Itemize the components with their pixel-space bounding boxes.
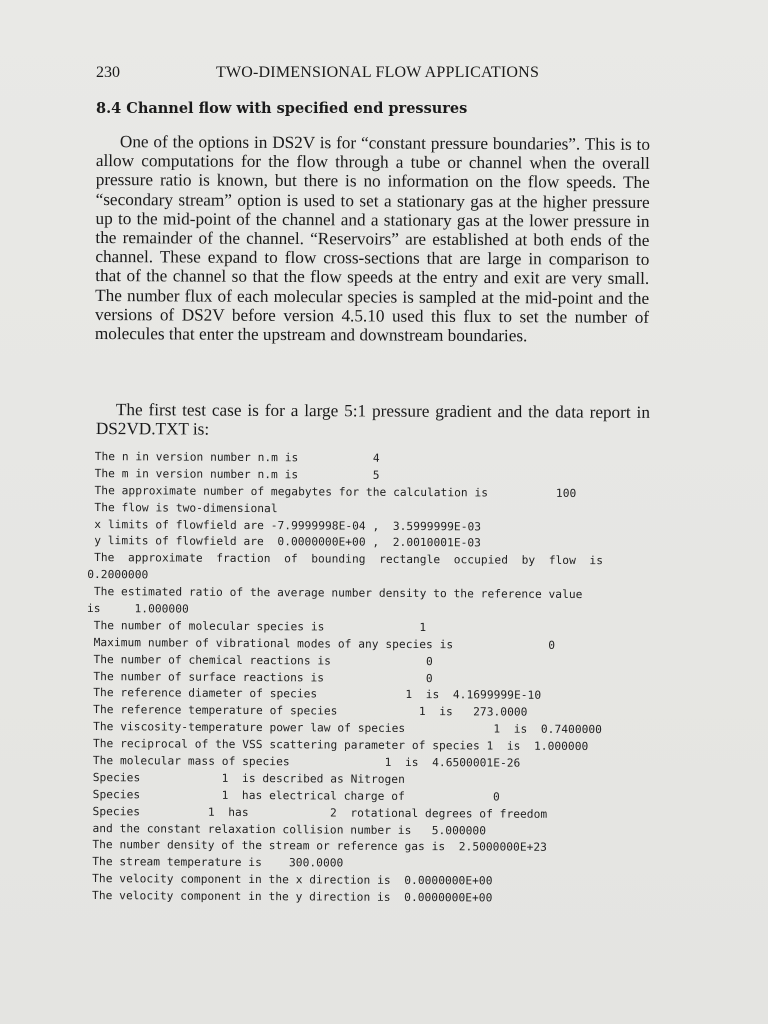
data-report-listing [85,449,648,908]
report-line: The n in version number n.m is 4 [87,449,380,465]
report-line: The viscosity-temperature power law of species 1 is 0.7400000 [86,720,603,737]
report-line: Species 1 has 2 rotational degrees of freedom [85,804,548,821]
page-header [96,64,656,88]
report-line: The number of surface reactions is 0 [86,669,433,685]
paragraph-text: One of the options in DS2V is for “constant pressure boundaries”. This is to allow computations for the flow through a tube or channel when the overall pressure ratio is known, but there is no information on the flow speeds. The “secondary stream” option is used to set a stationary gas at the higher pressure up to the mid-point of the channel and a stationary gas at the lower pressure in the remainder of the channel. “Reservoirs” are established at both ends of the channel. These expand to flow cross-sections that are large in comparison to that of the channel so that the flow speeds at the entry and exit are very small. The number flux of each molecular species is sampled at the mid-point and the versions of DS2V before version 4.5.10 used this flux to set the number of molecules that enter the upstream and downstream boundaries. [94,132,650,346]
report-line: The molecular mass of species 1 is 4.6500001E-26 [86,754,521,770]
report-line: The reference temperature of species 1 is 273.0000 [86,703,528,720]
report-line: The flow is two-dimensional [87,500,278,515]
report-line: The number density of the stream or reference gas is 2.5000000E+23 [85,838,548,855]
running-title: TWO-DIMENSIONAL FLOW APPLICATIONS [216,64,540,81]
report-line: The approximate number of megabytes for the calculation is 100 [87,483,577,500]
report-line: The stream temperature is 300.0000 [85,855,344,870]
report-line: y limits of flowfield are 0.0000000E+00 , 2.0010001E-03 [87,534,482,550]
report-line: The estimated ratio of the average number density to the reference value [87,585,583,602]
report-line: Species 1 has electrical charge of 0 [85,787,500,804]
report-line: The approximate fraction of bounding rectangle occupied by flow is [87,551,604,568]
report-line: is 1.000000 [86,602,189,616]
report-line: x limits of flowfield are -7.9999998E-04 , 3.5999999E-03 [87,517,482,533]
report-line: 0.2000000 [87,568,149,582]
page-number: 230 [96,64,120,81]
report-line: Maximum number of vibrational modes of any species is 0 [86,635,556,652]
report-line: The reference diameter of species 1 is 4.1699999E-10 [86,686,542,703]
body-paragraph-1 [95,132,650,346]
report-line: The velocity component in the x direction is 0.0000000E+00 [85,872,493,888]
report-line: and the constant relaxation collision number is 5.000000 [85,821,487,838]
section-heading: 8.4 Channel flow with specified end pressures [96,100,468,117]
report-line: The m in version number n.m is 5 [87,466,380,482]
report-line: The number of molecular species is 1 [86,618,427,634]
report-line: Species 1 is described as Nitrogen [85,770,405,786]
report-line: The number of chemical reactions is 0 [86,652,433,668]
report-line: The velocity component in the y direction is 0.0000000E+00 [85,889,493,905]
report-line: The reciprocal of the VSS scattering parameter of species 1 is 1.000000 [86,737,589,754]
body-paragraph-2: The first test case is for a large 5:1 pressure gradient and the data report in DS2VD.TXT is: [95,400,650,439]
